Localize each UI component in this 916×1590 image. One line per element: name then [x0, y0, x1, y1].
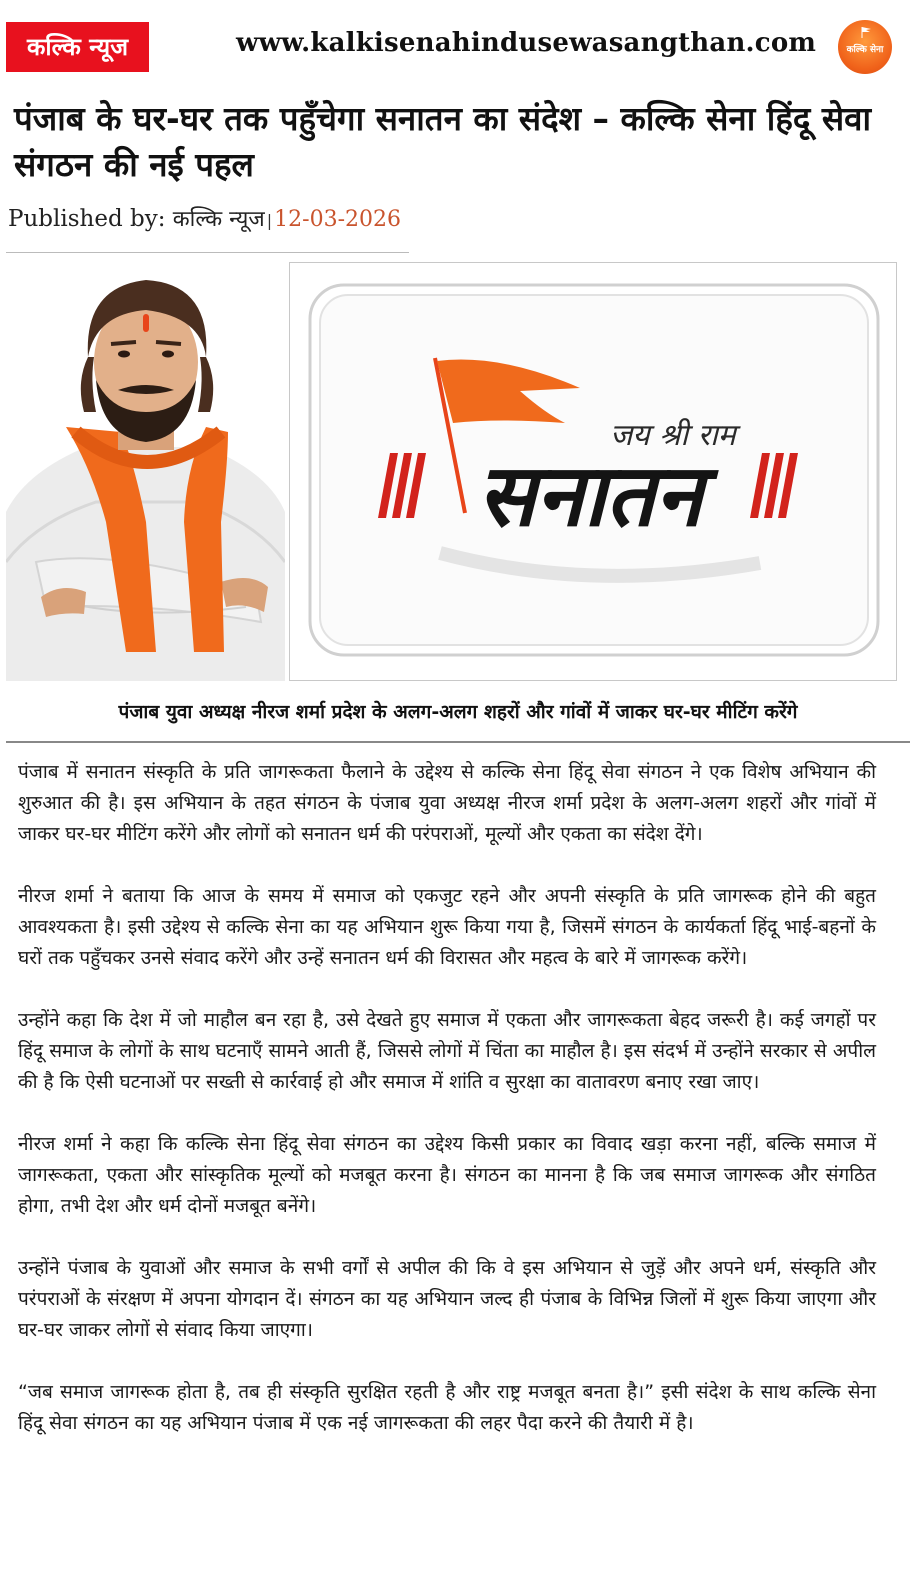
- article-paragraph: नीरज शर्मा ने कहा कि कल्कि सेना हिंदू सेवा संगठन का उद्देश्य किसी प्रकार का विवाद खड़ा करना नहीं, बल्कि समाज में जागरूकता, एकता और सांस्कृतिक मूल्यों को मजबूत करना है। संगठन का मानना है कि जब समाज जागरूक और संगठित होगा, तभी देश और धर्म दोनों मजबूत बनेंगे।: [18, 1133, 876, 1217]
- banner-word: सनातन: [477, 446, 703, 546]
- logo-text: कल्कि सेना: [846, 45, 884, 55]
- article-paragraph: उन्होंने कहा कि देश में जो माहौल बन रहा है, उसे देखते हुए समाज में एकता और जागरूकता बेहद जरूरी है। कई जगहों पर हिंदू समाज के लोगों के साथ घटनाएँ सामने आती हैं, जिससे लोगों में चिंता का माहौल है। इस संदर्भ में उन्होंने सरकार से अपील की है कि ऐसी घटनाओं पर सख्ती से कार्रवाई हो और समाज में शांति व सुरक्षा का वातावरण बनाए रखा जाए।: [18, 1009, 876, 1093]
- published-label: Published by:: [8, 206, 166, 232]
- publish-date: 12-03-2026: [274, 207, 401, 232]
- article-paragraph: नीरज शर्मा ने बताया कि आज के समय में समाज को एकजुट रहने और अपनी संस्कृति के प्रति जागरूक होने की बहुत आवश्यकता है। इसी उद्देश्य से कल्कि सेना का यह अभियान शुरू किया गया है, जिसमें संगठन के कार्यकर्ता हिंदू भाई-बहनों के घरों तक पहुँचकर उनसे संवाद करेंगे और उन्हें सनातन धर्म की विरासत और महत्व के बारे में जागरूक करेंगे।: [18, 885, 876, 969]
- article-body: [18, 757, 876, 1470]
- article-paragraph: पंजाब में सनातन संस्कृति के प्रति जागरूकता फैलाने के उद्देश्य से कल्कि सेना हिंदू सेवा संगठन ने एक विशेष अभियान की शुरुआत की है। इस अभियान के तहत संगठन के पंजाब युवा अध्यक्ष नीरज शर्मा प्रदेश के अलग-अलग शहरों और गांवों में जाकर घर-घर मीटिंग करेंगे और लोगों को सनातन धर्म की परंपराओं, मूल्यों और एकता का संदेश देंगे।: [18, 761, 876, 845]
- portrait-illustration: [6, 262, 285, 681]
- sanatan-banner: [289, 262, 897, 681]
- leader-photo: [6, 262, 285, 681]
- brand-label[interactable]: कल्कि न्यूज: [6, 22, 149, 72]
- kalki-sena-logo: [838, 20, 892, 74]
- image-caption: पंजाब युवा अध्यक्ष नीरज शर्मा प्रदेश के अलग-अलग शहरों और गांवों में जाकर घर-घर मीटिंग करेंगे: [118, 701, 798, 723]
- byline-divider: [6, 252, 409, 253]
- sanatan-artwork: [290, 263, 896, 680]
- banner-tagline: जय श्री राम: [610, 418, 736, 453]
- page-header: [0, 0, 916, 88]
- flag-icon: [860, 26, 872, 38]
- site-url-link[interactable]: www.kalkisenahindusewasangthan.com: [236, 28, 817, 58]
- article-headline: पंजाब के घर-घर तक पहुँचेगा सनातन का संदेश – कल्कि सेना हिंदू सेवा संगठन की नई पहल: [14, 99, 872, 184]
- byline-separator: |: [266, 211, 273, 230]
- article-paragraph: उन्होंने पंजाब के युवाओं और समाज के सभी वर्गों से अपील की कि वे इस अभियान से जुड़ें और अपने धर्म, संस्कृति और परंपराओं के संरक्षण में अपना योगदान दें। संगठन का यह अभियान जल्द ही पंजाब के विभिन्न जिलों में शुरू किया जाएगा और घर-घर जाकर लोगों से संवाद किया जाएगा।: [18, 1257, 876, 1341]
- caption-divider: [6, 741, 910, 743]
- byline: [8, 203, 401, 243]
- author-name[interactable]: कल्कि न्यूज: [172, 207, 265, 232]
- article-paragraph: “जब समाज जागरूक होता है, तब ही संस्कृति सुरक्षित रहती है और राष्ट्र मजबूत बनता है।” इसी संदेश के साथ कल्कि सेना हिंदू सेवा संगठन का यह अभियान पंजाब में एक नई जागरूकता की लहर पैदा करने की तैयारी में है।: [18, 1381, 876, 1434]
